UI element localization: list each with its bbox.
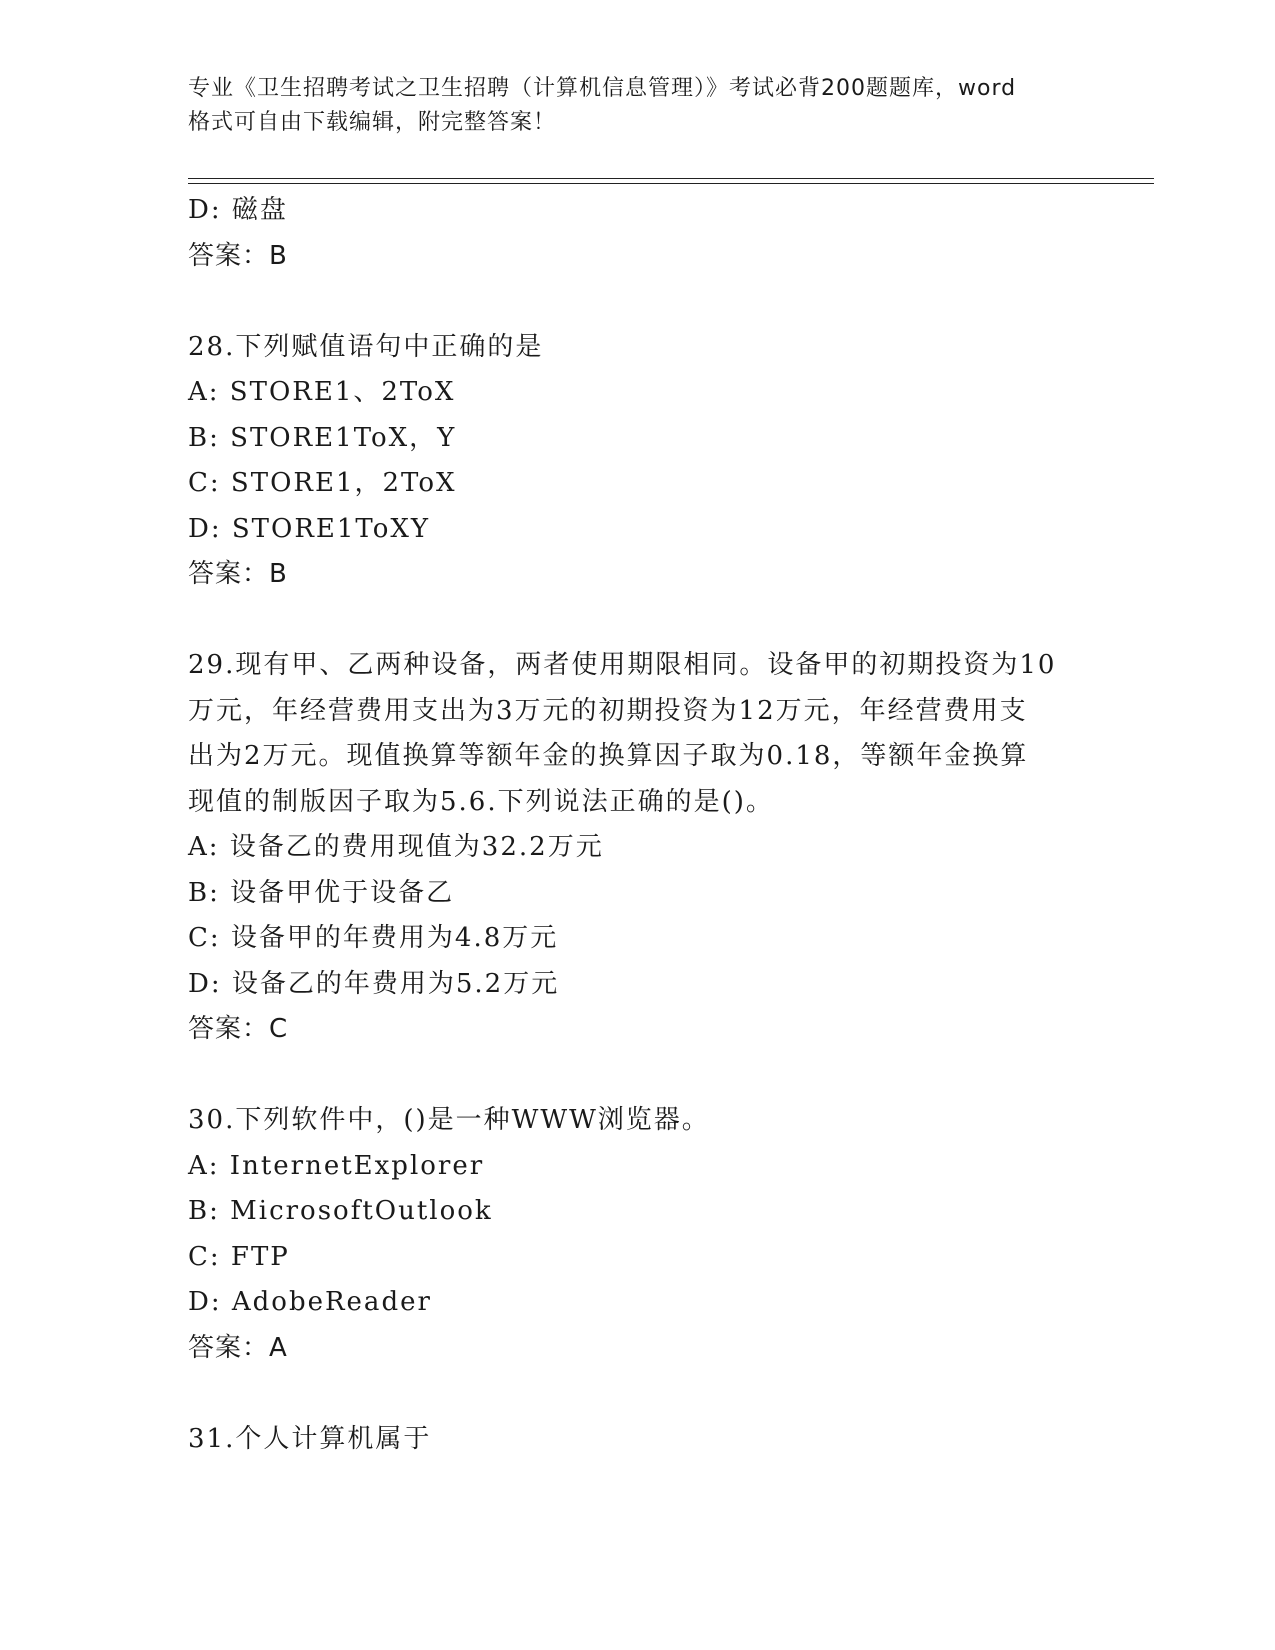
option-a: A: InternetExplorer — [188, 1150, 485, 1181]
question-stem-line-3: 出为2万元。现值换算等额年金的换算因子取为0.18，等额年金换算 — [188, 741, 1029, 771]
question-28 — [188, 325, 1088, 598]
question-stem: 28.下列赋值语句中正确的是 — [188, 331, 544, 362]
question-stem-line-1: 29.现有甲、乙两种设备，两者使用期限相同。设备甲的初期投资为10 — [188, 650, 1057, 680]
option-c: C: STORE1，2ToX — [188, 468, 457, 498]
option-d: D: 磁盘 — [188, 195, 288, 225]
question-31 — [188, 1417, 1088, 1463]
answer-line: 答案：B — [188, 559, 288, 589]
header-line-2: 格式可自由下载编辑，附完整答案！ — [188, 110, 557, 135]
question-stem: 30.下列软件中，()是一种WWW浏览器。 — [188, 1105, 710, 1135]
document-header — [188, 72, 1088, 140]
option-d: D: 设备乙的年费用为5.2万元 — [188, 968, 560, 999]
option-c: C: 设备甲的年费用为4.8万元 — [188, 923, 559, 953]
answer-line: 答案：C — [188, 1014, 289, 1044]
question-list — [188, 188, 1088, 1462]
option-d: D: STORE1ToXY — [188, 513, 431, 544]
previous-question-tail — [188, 188, 1088, 279]
option-b: B: 设备甲优于设备乙 — [188, 877, 455, 908]
answer-line: 答案：B — [188, 240, 288, 271]
answer-line: 答案：A — [188, 1332, 288, 1363]
option-a: A: STORE1、2ToX — [188, 377, 456, 407]
option-c: C: FTP — [188, 1241, 290, 1272]
option-b: B: MicrosoftOutlook — [188, 1196, 493, 1226]
header-divider-top — [188, 178, 1154, 179]
header-divider-bottom — [188, 183, 1154, 184]
question-stem-line-4: 现值的制版因子取为5.6.下列说法正确的是()。 — [188, 786, 774, 817]
header-line-1: 专业《卫生招聘考试之卫生招聘（计算机信息管理）》考试必背200题题库，word — [188, 76, 1017, 101]
question-stem-line-2: 万元，年经营费用支出为3万元的初期投资为12万元，年经营费用支 — [188, 695, 1028, 726]
question-30 — [188, 1098, 1088, 1371]
question-stem: 31.个人计算机属于 — [188, 1423, 432, 1454]
option-b: B: STORE1ToX，Y — [188, 422, 457, 453]
option-a: A: 设备乙的费用现值为32.2万元 — [188, 832, 604, 862]
question-29 — [188, 643, 1088, 1053]
option-d: D: AdobeReader — [188, 1287, 432, 1317]
